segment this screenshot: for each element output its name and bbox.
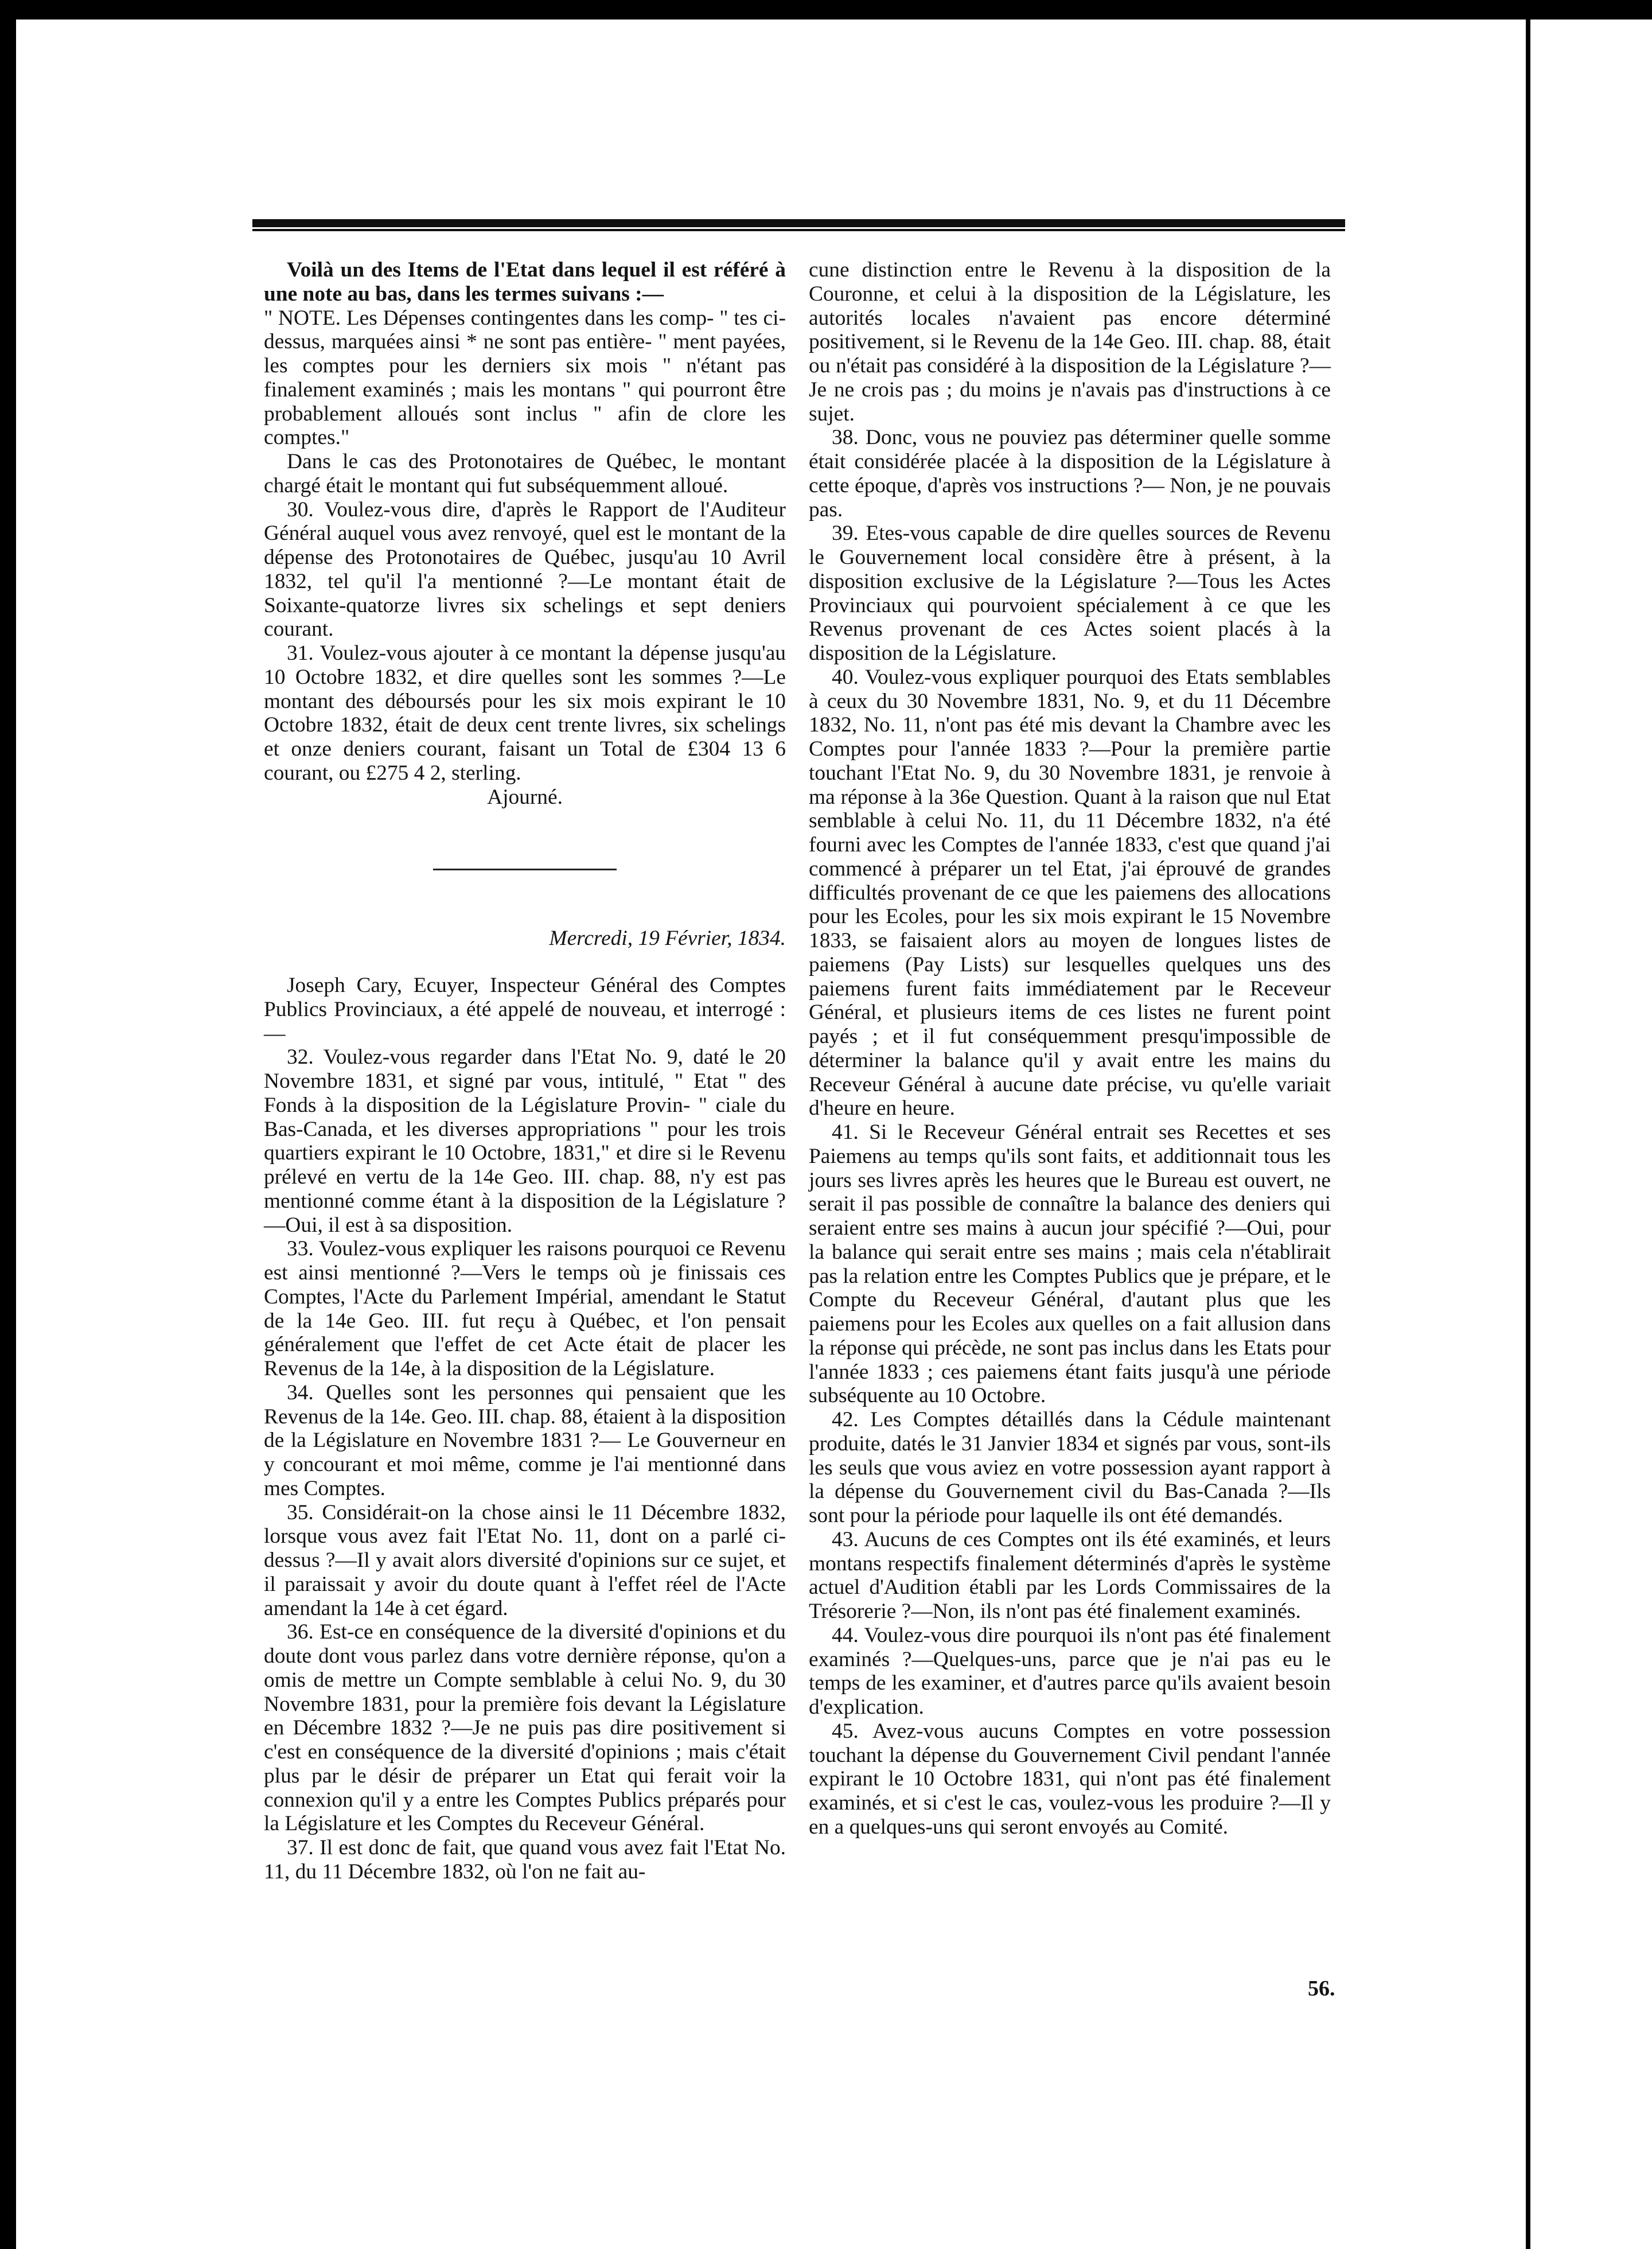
question-32: 32. Voulez-vous regarder dans l'Etat No. 9, daté le 20 Novembre 1831, et signé par vous, intitulé, " Etat " des Fonds à la disposition de la Législature Provin- " ciale du Bas-Canada, et les diverses appropriations " pour les trois quartiers expirant le 10 Octobre, 1831," et dire si le Revenu prélevé en vertu de la 14e Geo. III. chap. 88, n'y est pas mentionné comme étant à la disposition de la Législature ?—Oui, il est à sa disposition.: [264, 1045, 786, 1237]
paragraph-protonotaires: Dans le cas des Protonotaires de Québec, le montant chargé était le montant qui fut subséquemment alloué.: [264, 450, 786, 497]
question-34: 34. Quelles sont les personnes qui pensaient que les Revenus de la 14e. Geo. III. chap. 88, étaient à la disposition de la Législature en Novembre 1831 ?— Le Gouverneur en y concourant et moi même, comme je l'ai mentionné dans mes Comptes.: [264, 1380, 786, 1500]
question-31: 31. Voulez-vous ajouter à ce montant la dépense jusqu'au 10 Octobre 1832, et dire quelles sont les sommes ?—Le montant des déboursés pour les six mois expirant le 10 Octobre 1832, était de deux cent trente livres, six schelings et onze deniers courant, faisant un Total de £304 13 6 courant, ou £275 4 2, sterling.: [264, 641, 786, 785]
question-41: 41. Si le Receveur Général entrait ses Recettes et ses Paiemens au temps qu'ils sont faits, et additionnait tous les jours ses livres après les heures que le Bureau est ouvert, ne serait il pas possible de connaître la balance des deniers qui seraient entre ses mains à aucun jour spécifié ?—Oui, pour la balance qui serait entre ses mains ; mais cela n'établirait pas la relation entre les Comptes Publics que je prépare, et le Compte du Receveur Général, d'autant plus que les paiemens pour les Ecoles aux quelles on a fait allusion dans la réponse qui précède, ne sont pas inclus dans les Etats pour l'année 1833 ; ces paiemens étant faits jusqu'à une période subséquente au 10 Octobre.: [809, 1120, 1331, 1408]
header-rule-thin: [252, 229, 1345, 231]
adjourned-label: Ajourné.: [487, 785, 563, 809]
scan-border-top: [0, 0, 1652, 20]
right-column: [809, 258, 1331, 1839]
paragraph-note-quote: " NOTE. Les Dépenses contingentes dans les comp- " tes ci-dessus, marquées ainsi * ne sont pas entière- " ment payées, les comptes pour les derniers six mois " n'étant pas finalement examinés ; mais les montans " qui pourront être probablement alloués sont inclus " afin de clore les comptes.": [264, 306, 786, 450]
page-number: 56.: [1308, 1976, 1335, 2001]
question-37: 37. Il est donc de fait, que quand vous avez fait l'Etat No. 11, du 11 Décembre 1832, où l'on ne fait au-: [264, 1836, 786, 1884]
session-dateline: Mercredi, 19 Février, 1834.: [549, 927, 786, 951]
left-column: [264, 258, 786, 1884]
question-39: 39. Etes-vous capable de dire quelles sources de Revenu le Gouvernement local considère être à présent, à la disposition exclusive de la Législature ?—Tous les Actes Provinciaux qui pourvoient spécialement à ce que les Revenus provenant de ces Actes soient placés à la disposition de la Législature.: [809, 522, 1331, 665]
witness-intro: Joseph Cary, Ecuyer, Inspecteur Général des Comptes Publics Provinciaux, a été appelé de nouveau, et interrogé :—: [264, 974, 786, 1045]
question-30: 30. Voulez-vous dire, d'après le Rapport de l'Auditeur Général auquel vous avez renvoyé, quel est le montant de la dépense des Protonotaires de Québec, jusqu'au 10 Avril 1832, tel qu'il l'a mentionné ?—Le montant était de Soixante-quatorze livres six schelings et sept deniers courant.: [264, 497, 786, 641]
question-38: 38. Donc, vous ne pouviez pas déterminer quelle somme était considérée placée à la disposition de la Législature à cette époque, d'après vos instructions ?— Non, je ne pouvais pas.: [809, 426, 1331, 522]
page-edge-rule: [1526, 0, 1530, 2249]
scan-border-left: [0, 0, 16, 2249]
question-37-continued: cune distinction entre le Revenu à la disposition de la Couronne, et celui à la disposition de la Législature, les autorités locales n'avaient pas encore déterminé positivement, si le Revenu de la 14e Geo. III. chap. 88, était ou n'était pas considéré à la disposition de la Législature ?—Je ne crois pas ; du moins je n'avais pas d'instructions à ce sujet.: [809, 258, 1331, 426]
question-43: 43. Aucuns de ces Comptes ont ils été examinés, et leurs montans respectifs finalement déterminés d'après le système actuel d'Audition établi par les Lords Commissaires de la Trésorerie ?—Non, ils n'ont pas été finalement examinés.: [809, 1527, 1331, 1623]
question-45: 45. Avez-vous aucuns Comptes en votre possession touchant la dépense du Gouvernement Civil pendant l'année expirant le 10 Octobre 1831, qui n'ont pas été finalement examinés, et si c'est le cas, voulez-vous les produire ?—Il y en a quelques-uns qui seront envoyés au Comité.: [809, 1719, 1331, 1839]
question-35: 35. Considérait-on la chose ainsi le 11 Décembre 1832, lorsque vous avez fait l'Etat No. 11, dont on a parlé ci-dessus ?—Il y avait alors diversité d'opinions sur ce sujet, et il paraissait y avoir du doute quant à l'effet réel de l'Acte amendant la 14e à cet égard.: [264, 1500, 786, 1620]
question-33: 33. Voulez-vous expliquer les raisons pourquoi ce Revenu est ainsi mentionné ?—Vers le temps où je finissais ces Comptes, l'Acte du Parlement Impérial, amendant le Statut de la 14e Geo. III. fut reçu à Québec, et l'on pensait généralement que l'effet de cet Acte était de placer les Revenus de la 14e, à la disposition de la Législature.: [264, 1237, 786, 1380]
question-44: 44. Voulez-vous dire pourquoi ils n'ont pas été finalement examinés ?—Quelques-uns, parce que je n'ai pas eu le temps de les examiner, et d'autres parce qu'ils avaient besoin d'explication.: [809, 1623, 1331, 1719]
paragraph-intro: Voilà un des Items de l'Etat dans lequel il est référé à une note au bas, dans les termes suivans :—: [264, 258, 786, 306]
question-36: 36. Est-ce en conséquence de la diversité d'opinions et du doute dont vous parlez dans votre dernière réponse, qu'on a omis de mettre un Compte semblable à celui No. 9, du 30 Novembre 1831, pour la première fois devant la Législature en Décembre 1832 ?—Je ne puis pas dire positivement si c'est en conséquence de la diversité d'opinions ; mais c'était plus par le désir de préparer un Etat qui ferait voir la connexion qu'il y a entre les Comptes Publics préparés pour la Législature et les Comptes du Receveur Général.: [264, 1620, 786, 1836]
section-separator: [433, 869, 617, 870]
question-40: 40. Voulez-vous expliquer pourquoi des Etats semblables à ceux du 30 Novembre 1831, No. 9, et du 11 Décembre 1832, No. 11, n'ont pas été mis devant la Chambre avec les Comptes pour l'année 1833 ?—Pour la première partie touchant l'Etat No. 9, du 30 Novembre 1831, je renvoie à ma réponse à la 36e Question. Quant à la raison que nul Etat semblable à celui No. 11, du 11 Décembre 1832, n'a été fourni avec les Comptes de l'année 1833, c'est que quand j'ai commencé à préparer un tel Etat, j'ai éprouvé de grandes difficultés provenant de ce que les paiemens des allocations pour les Ecoles, pour les six mois expirant le 15 Novembre 1833, se faisaient alors au moyen de longues listes de paiemens (Pay Lists) sur lesquelles quelques uns des paiemens furent faits immédiatement par le Receveur Général, et plusieurs items de ces listes ne furent point payés ; et il fut conséquemment presqu'impossible de déterminer la balance qu'il y avait entre les mains du Receveur Général à aucune date précise, vu qu'elle variait d'heure en heure.: [809, 665, 1331, 1120]
question-42: 42. Les Comptes détaillés dans la Cédule maintenant produite, datés le 31 Janvier 1834 et signés par vous, sont-ils les seuls que vous aviez en votre possession ayant rapport à la dépense du Gouvernement civil du Bas-Canada ?—Ils sont pour la période pour laquelle ils ont été demandés.: [809, 1408, 1331, 1527]
header-rule-thick: [252, 219, 1345, 227]
